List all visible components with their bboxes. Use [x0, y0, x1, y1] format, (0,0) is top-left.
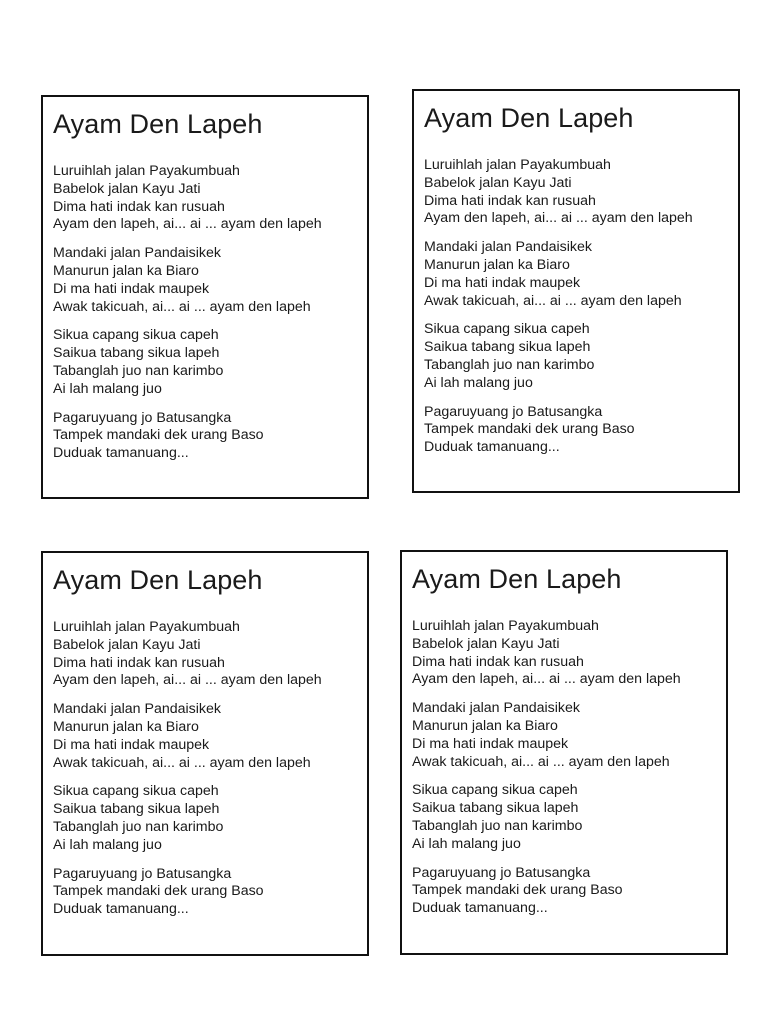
card-title: Ayam Den Lapeh: [412, 564, 622, 594]
verse-1: [53, 619, 357, 690]
lyric-line: Sikua capang sikua capeh: [53, 327, 219, 344]
verse-3: [412, 782, 716, 853]
lyrics-card-top-left: [41, 95, 369, 499]
verse-4: [53, 410, 357, 463]
lyric-line: Dima hati indak kan rusuah: [424, 192, 596, 209]
lyric-line: Tabanglah juo nan karimbo: [53, 818, 224, 835]
lyrics-card-bottom-right: [400, 550, 728, 955]
lyric-line: Tabanglah juo nan karimbo: [424, 356, 595, 373]
lyric-line: Ai lah malang juo: [424, 374, 533, 391]
lyric-line: Awak takicuah, ai... ai ... ayam den lapeh: [53, 298, 311, 315]
lyric-line: Mandaki jalan Pandaisikek: [53, 701, 221, 718]
lyric-line: Ai lah malang juo: [53, 380, 162, 397]
lyric-line: Dima hati indak kan rusuah: [412, 653, 584, 670]
lyric-line: Tampek mandaki dek urang Baso: [424, 421, 635, 438]
lyric-line: Babelok jalan Kayu Jati: [53, 636, 201, 653]
lyric-line: Babelok jalan Kayu Jati: [412, 635, 560, 652]
lyric-line: Awak takicuah, ai... ai ... ayam den lapeh: [412, 753, 670, 770]
lyric-line: Sikua capang sikua capeh: [53, 783, 219, 800]
lyric-line: Pagaruyuang jo Batusangka: [412, 864, 591, 881]
lyric-line: Manurun jalan ka Biaro: [53, 718, 199, 735]
verse-3: [53, 783, 357, 854]
lyric-line: Pagaruyuang jo Batusangka: [424, 403, 603, 420]
lyric-line: Ayam den lapeh, ai... ai ... ayam den lapeh: [412, 671, 681, 688]
card-title: Ayam Den Lapeh: [53, 565, 263, 595]
lyric-line: Di ma hati indak maupek: [412, 735, 569, 752]
verse-3: [53, 327, 357, 398]
lyrics-card-top-right: [412, 89, 740, 493]
lyric-line: Mandaki jalan Pandaisikek: [412, 700, 580, 717]
lyric-line: Tampek mandaki dek urang Baso: [53, 427, 264, 444]
lyric-line: Mandaki jalan Pandaisikek: [424, 239, 592, 256]
verse-4: [53, 866, 357, 919]
lyric-line: Dima hati indak kan rusuah: [53, 198, 225, 215]
lyric-line: Luruihlah jalan Payakumbuah: [412, 618, 599, 634]
lyric-line: Mandaki jalan Pandaisikek: [53, 245, 221, 262]
lyric-line: Sikua capang sikua capeh: [424, 321, 590, 338]
lyric-line: Awak takicuah, ai... ai ... ayam den lapeh: [53, 754, 311, 771]
lyric-line: Luruihlah jalan Payakumbuah: [53, 619, 240, 635]
card-title: Ayam Den Lapeh: [424, 103, 634, 133]
lyric-line: Tabanglah juo nan karimbo: [53, 362, 224, 379]
lyric-line: Duduak tamanuang...: [412, 900, 548, 917]
lyric-line: Pagaruyuang jo Batusangka: [53, 865, 232, 882]
verse-2: [424, 239, 728, 310]
lyric-line: Manurun jalan ka Biaro: [424, 256, 570, 273]
lyric-line: Ayam den lapeh, ai... ai ... ayam den lapeh: [53, 216, 322, 233]
card-title: Ayam Den Lapeh: [53, 109, 263, 139]
lyric-line: Saikua tabang sikua lapeh: [53, 801, 220, 818]
lyric-line: Manurun jalan ka Biaro: [53, 262, 199, 279]
verse-1: [424, 157, 728, 228]
lyric-line: Saikua tabang sikua lapeh: [412, 800, 579, 817]
lyric-line: Awak takicuah, ai... ai ... ayam den lapeh: [424, 292, 682, 309]
lyric-line: Sikua capang sikua capeh: [412, 782, 578, 799]
lyric-line: Di ma hati indak maupek: [53, 280, 210, 297]
lyric-line: Manurun jalan ka Biaro: [412, 717, 558, 734]
lyric-line: Di ma hati indak maupek: [53, 736, 210, 753]
verse-4: [412, 865, 716, 918]
lyric-line: Tampek mandaki dek urang Baso: [53, 883, 264, 900]
lyric-line: Babelok jalan Kayu Jati: [424, 174, 572, 191]
verse-2: [412, 700, 716, 771]
lyric-line: Luruihlah jalan Payakumbuah: [53, 163, 240, 179]
verse-2: [53, 245, 357, 316]
lyric-line: Luruihlah jalan Payakumbuah: [424, 157, 611, 173]
verse-3: [424, 321, 728, 392]
lyric-line: Ayam den lapeh, ai... ai ... ayam den lapeh: [53, 672, 322, 689]
lyric-line: Saikua tabang sikua lapeh: [53, 345, 220, 362]
lyric-line: Di ma hati indak maupek: [424, 274, 581, 291]
verse-2: [53, 701, 357, 772]
lyric-line: Ai lah malang juo: [53, 836, 162, 853]
lyrics-card-bottom-left: [41, 551, 369, 956]
verse-4: [424, 404, 728, 457]
lyric-line: Babelok jalan Kayu Jati: [53, 180, 201, 197]
lyric-line: Ai lah malang juo: [412, 835, 521, 852]
lyric-line: Saikua tabang sikua lapeh: [424, 339, 591, 356]
lyric-line: Tabanglah juo nan karimbo: [412, 817, 583, 834]
lyric-line: Duduak tamanuang...: [53, 901, 189, 918]
lyric-line: Dima hati indak kan rusuah: [53, 654, 225, 671]
lyric-line: Pagaruyuang jo Batusangka: [53, 409, 232, 426]
lyric-line: Tampek mandaki dek urang Baso: [412, 882, 623, 899]
verse-1: [412, 618, 716, 689]
lyric-line: Duduak tamanuang...: [424, 439, 560, 456]
lyric-line: Ayam den lapeh, ai... ai ... ayam den lapeh: [424, 210, 693, 227]
lyric-line: Duduak tamanuang...: [53, 445, 189, 462]
verse-1: [53, 163, 357, 234]
